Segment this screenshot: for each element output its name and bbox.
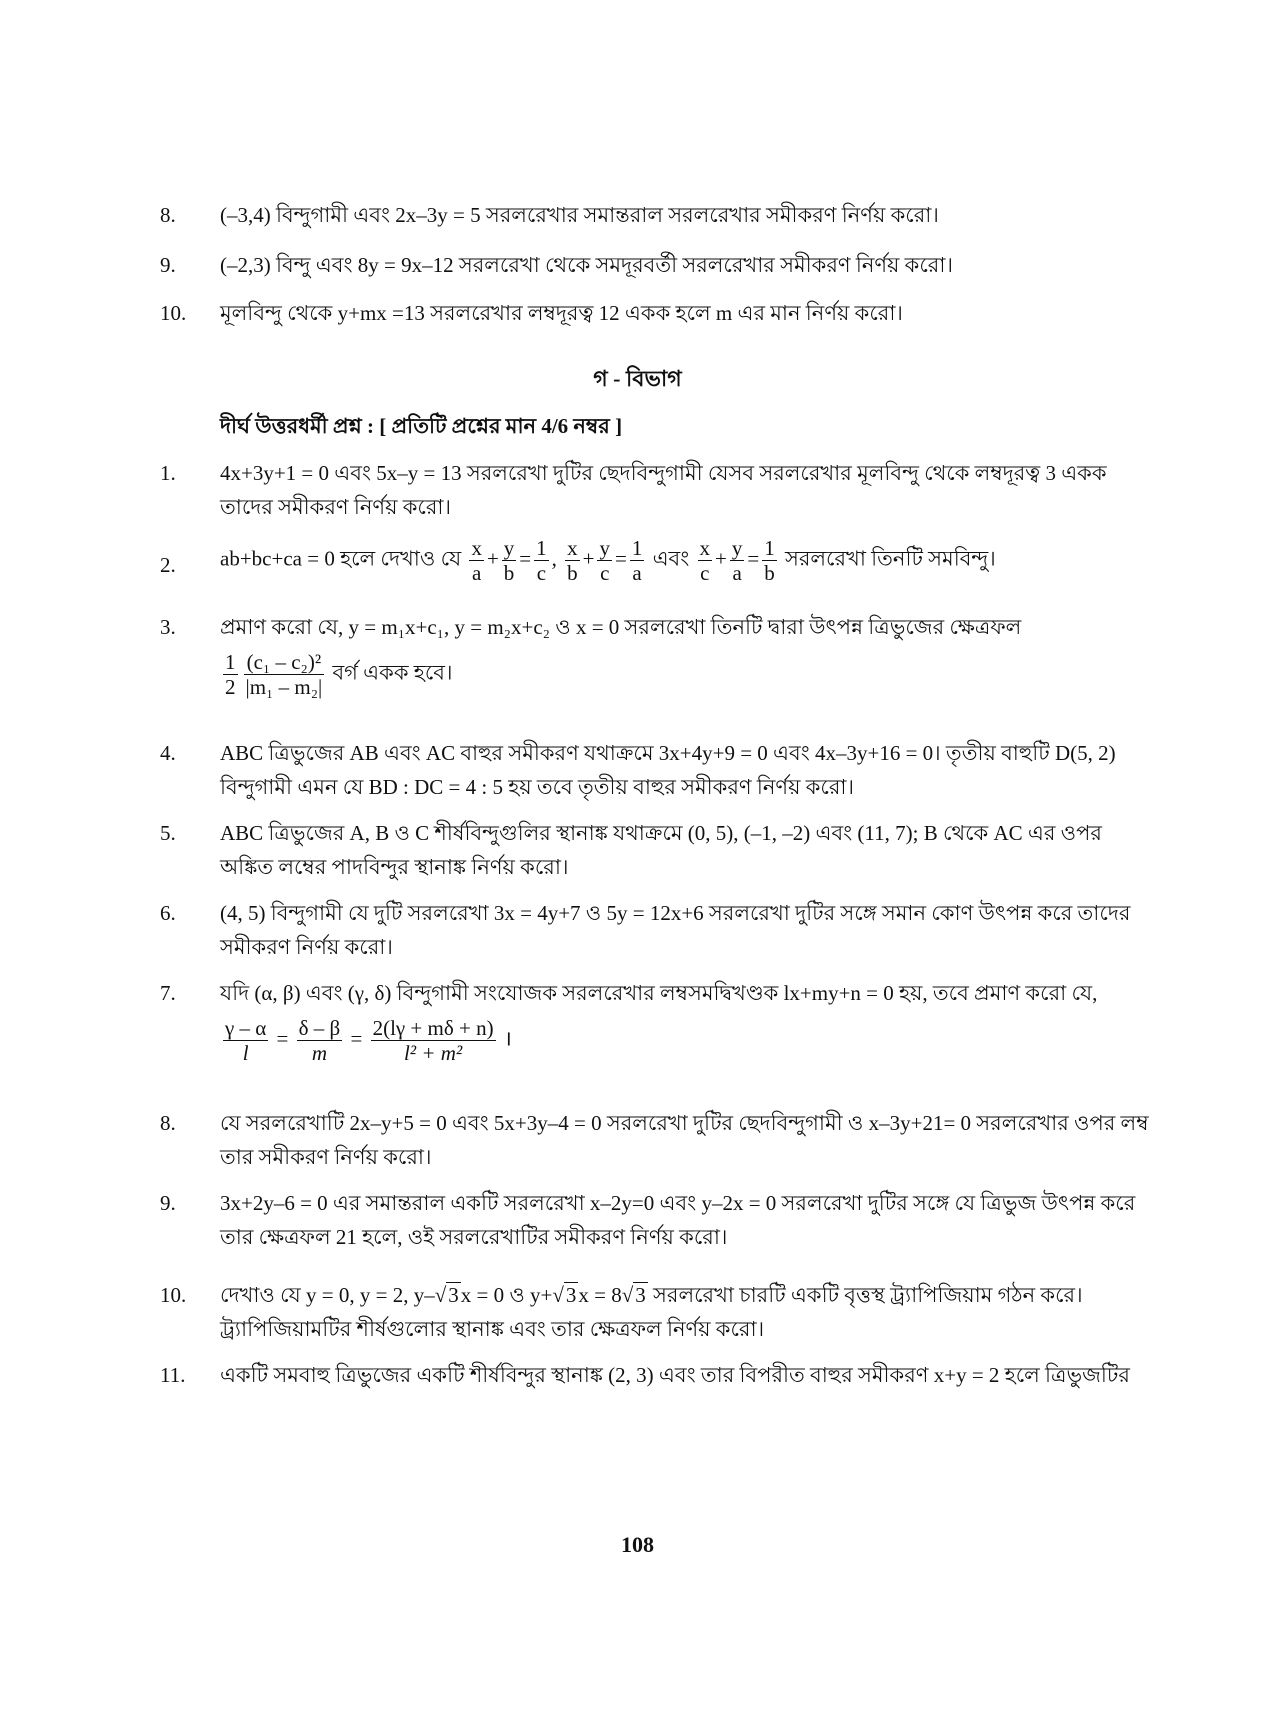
q7-formula: $\frac{\gamma - \alpha}{l}$ = $\frac{\delta - \beta}{m}$ = $\frac{2(l\gamma + m\delta + n)}{\text{l² + m²}}$ । xyxy=(225,1016,512,1066)
question-c-3 xyxy=(160,610,1150,699)
question-number: 4. xyxy=(160,741,176,765)
question-number: 8. xyxy=(160,1111,176,1135)
fraction-rhs: $\frac{2(l\gamma + m\delta + n)}{\text{l² + m²}}$ xyxy=(372,1016,494,1066)
fraction-area: $\frac{\text{(c₁ – c₂)²}}{\text{|m₁ – m₂|}}$ xyxy=(245,650,323,700)
question-c-6 xyxy=(160,896,1150,964)
section-title: গ - বিভাগ xyxy=(593,366,682,391)
q3-formula xyxy=(220,650,1150,699)
question-number: 7. xyxy=(160,981,176,1005)
fraction-y-c: $\frac{y}{c}$ xyxy=(599,536,610,586)
question-c-9 xyxy=(160,1186,1150,1254)
fraction-y-a: $\frac{y}{a}$ xyxy=(731,536,743,586)
fraction-delta-beta: $\frac{\delta - \beta}{m}$ xyxy=(298,1016,341,1066)
question-number: 1. xyxy=(160,461,176,485)
question-c-5 xyxy=(160,816,1150,884)
question-text: যে সরলরেখাটি 2x–y+5 = 0 এবং 5x+3y–4 = 0 সরলরেখা দুটির ছেদবিন্দুগামী ও x–3y+21= 0 সরলরেখার ওপর লম্ব তার সমীকরণ নির্ণয় করো। xyxy=(220,1111,1149,1169)
question-number: 3. xyxy=(160,615,176,639)
fraction-half: $\frac{1}{2}$ xyxy=(225,650,236,700)
question-text: ABC ত্রিভুজের AB এবং AC বাহুর সমীকরণ যথাক্রমে 3x+4y+9 = 0 এবং 4x–3y+16 = 0। তৃতীয় বাহুটি D(5, 2) বিন্দুগামী এমন যে BD : DC = 4 : 5 হয় তবে তৃতীয় বাহুর সমীকরণ নির্ণয় করো। xyxy=(220,741,1116,799)
fraction-gamma-alpha: $\frac{\gamma - \alpha}{l}$ xyxy=(225,1016,267,1066)
q3-tail: বর্গ একক হবে। xyxy=(332,660,453,685)
question-b-8 xyxy=(160,198,1150,232)
question-text xyxy=(220,610,1150,699)
question-text: 3x+2y–6 = 0 এর সমান্তরাল একটি সরলরেখা x–2y=0 এবং y–2x = 0 সরলরেখা দুটির সঙ্গে যে ত্রিভুজ উৎপন্ন করে তার ক্ষেত্রফল 21 হলে, ওই সরলরেখাটির সমীকরণ নির্ণয় করো। xyxy=(220,1191,1136,1249)
fraction-x-b: $\frac{x}{b}$ xyxy=(567,536,578,586)
fraction-x-a: $\frac{x}{a}$ xyxy=(471,536,482,586)
fraction-1-c: $\frac{1}{c}$ xyxy=(536,536,547,586)
question-number: 9. xyxy=(160,1191,176,1215)
question-text: 4x+3y+1 = 0 এবং 5x–y = 13 সরলরেখা দুটির ছেদবিন্দুগামী যেসব সরলরেখার মূলবিন্দু থেকে লম্বদূরত্ব 3 একক তাদের সমীকরণ নির্ণয় করো। xyxy=(220,461,1107,519)
question-text: মূলবিন্দু থেকে y+mx =13 সরলরেখার লম্বদূরত্ব 12 একক হলে m এর মান নির্ণয় করো। xyxy=(220,301,903,325)
question-number: 10. xyxy=(160,1283,187,1307)
question-text: ab+bc+ca = 0 হলে দেখাও যে $\frac{x}{a}$ + $\frac{y}{b}$ = $\frac{1}{c}$ , $\frac{x}{b}$ + $\frac{y}{c}$ = $\frac{1}{a}$ এবং $\frac{x}{c}$ + $\frac{y}{a}$ = $\frac{1}{b}$ সরলরেখা তিনটি সমবিন্দু। xyxy=(220,536,996,586)
question-text: (–3,4) বিন্দুগামী এবং 2x–3y = 5 সরলরেখার সমান্তরাল সরলরেখার সমীকরণ নির্ণয় করো। xyxy=(220,203,939,227)
question-number: 9. xyxy=(160,253,176,277)
question-text xyxy=(220,976,1150,1065)
question-number: 11. xyxy=(160,1363,186,1387)
question-c-10 xyxy=(160,1278,1150,1346)
section-subtitle: দীর্ঘ উত্তরধর্মী প্রশ্ন : [ প্রতিটি প্রশ্নের মান 4/6 নম্বর ] xyxy=(220,414,623,438)
question-c-11 xyxy=(160,1358,1150,1392)
question-c-4 xyxy=(160,736,1150,804)
question-text: দেখাও যে y = 0, y = 2, y–√3x = 0 ও y+√3x = 8√3 সরলরেখা চারটি একটি বৃত্তস্থ ট্র্যাপিজিয়াম গঠন করে। ট্র্যাপিজিয়ামটির শীর্ষগুলোর স্থানাঙ্ক এবং তার ক্ষেত্রফল নির্ণয় করো। xyxy=(220,1283,1083,1341)
fraction-y-b: $\frac{y}{b}$ xyxy=(503,536,515,586)
question-number: 2. xyxy=(160,553,176,577)
question-number: 8. xyxy=(160,203,176,227)
question-c-7 xyxy=(160,976,1150,1065)
question-b-9 xyxy=(160,248,1150,282)
question-text: একটি সমবাহু ত্রিভুজের একটি শীর্ষবিন্দুর স্থানাঙ্ক (2, 3) এবং তার বিপরীত বাহুর সমীকরণ x+y = 2 হলে ত্রিভুজটির xyxy=(220,1363,1130,1387)
q2-lead: ab+bc+ca = 0 হলে দেখাও যে xyxy=(220,546,462,571)
question-text: ABC ত্রিভুজের A, B ও C শীর্ষবিন্দুগুলির স্থানাঙ্ক যথাক্রমে (0, 5), (–1, –2) এবং (11, 7); B থেকে AC এর ওপর অঙ্কিত লম্বের পাদবিন্দুর স্থানাঙ্ক নির্ণয় করো। xyxy=(220,821,1102,879)
question-number: 10. xyxy=(160,301,187,325)
question-c-1 xyxy=(160,456,1150,524)
question-number: 6. xyxy=(160,901,176,925)
q2-tail: সরলরেখা তিনটি সমবিন্দু। xyxy=(784,546,996,571)
question-b-10 xyxy=(160,296,1150,330)
question-c-8 xyxy=(160,1106,1150,1174)
page-number: 108 xyxy=(621,1532,654,1557)
q3-lead: প্রমাণ করো যে, y = m₁x+c₁, y = m₂x+c₂ ও x = 0 সরলরেখা তিনটি দ্বারা উৎপন্ন ত্রিভুজের ক্ষেত্রফল xyxy=(220,615,1022,639)
question-text: (4, 5) বিন্দুগামী যে দুটি সরলরেখা 3x = 4y+7 ও 5y = 12x+6 সরলরেখা দুটির সঙ্গে সমান কোণ উৎপন্ন করে তাদের সমীকরণ নির্ণয় করো। xyxy=(220,901,1131,959)
fraction-1-b: $\frac{1}{b}$ xyxy=(764,536,775,586)
question-c-2 xyxy=(160,536,1150,585)
fraction-1-a: $\frac{1}{a}$ xyxy=(631,536,643,586)
question-number: 5. xyxy=(160,821,176,845)
q2-and: এবং xyxy=(652,546,690,571)
question-text: (–2,3) বিন্দু এবং 8y = 9x–12 সরলরেখা থেকে সমদূরবর্তী সরলরেখার সমীকরণ নির্ণয় করো। xyxy=(220,253,953,277)
fraction-x-c: $\frac{x}{c}$ xyxy=(699,536,711,586)
q7-lead: যদি (α, β) এবং (γ, δ) বিন্দুগামী সংযোজক সরলরেখার লম্বসমদ্বিখণ্ডক lx+my+n = 0 হয়, তবে প্রমাণ করো যে, xyxy=(220,981,1098,1005)
